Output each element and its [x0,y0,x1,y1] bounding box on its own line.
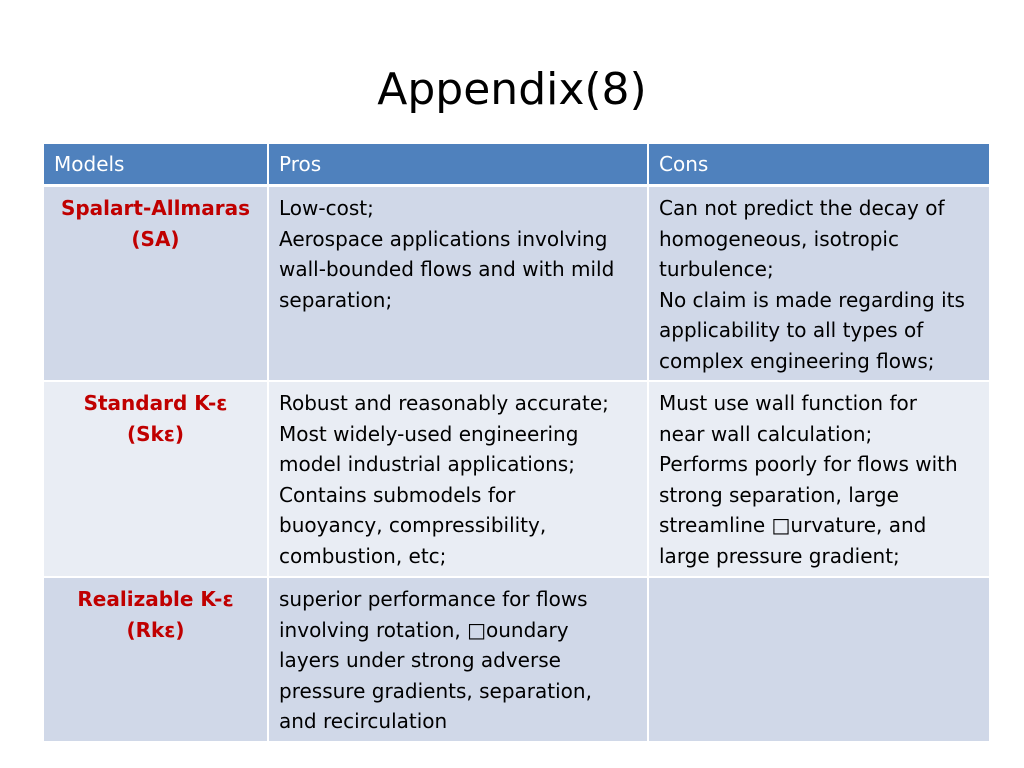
model-abbrev: (Skε) [126,421,185,446]
cons-line: near wall calculation; [659,421,873,446]
cons-line: No claim is made regarding its [659,287,965,312]
cons-cell [648,186,989,382]
pros-line: buoyancy, compressibility, [279,513,547,537]
pros-line: combustion, etc; [279,543,447,568]
cons-cell [648,381,989,577]
cons-line: complex engineering flows; [659,348,935,373]
pros-line: model industrial applications; [279,452,575,476]
model-cell [44,381,268,577]
table-header-row [44,144,989,186]
comparison-table-container [44,144,989,743]
pros-line: pressure gradients, separation, [279,678,592,703]
pros-line: layers under strong adverse [279,648,561,672]
cons-line: Can not predict the decay of [659,196,945,220]
header-models: Models [44,144,268,186]
pros-line: Contains submodels for [279,482,516,507]
pros-cell [268,186,648,382]
cons-line: homogeneous, isotropic [659,226,899,251]
pros-line: Most widely-used engineering [279,421,579,446]
pros-line: Aerospace applications involving [279,226,608,251]
model-abbrev: (Rkε) [126,617,185,642]
header-pros: Pros [268,144,648,186]
cons-line: strong separation, large [659,482,899,507]
table-row [44,577,989,742]
cons-cell-empty [648,577,989,742]
pros-line: superior performance for flows [279,587,588,611]
slide-title: Appendix(8) [377,64,647,115]
cons-line: streamline □urvature, and [659,513,927,537]
cons-line: Must use wall function for [659,391,917,415]
cons-line: large pressure gradient; [659,543,900,568]
pros-cell [268,577,648,742]
pros-line: involving rotation, □oundary [279,617,569,642]
cons-line: applicability to all types of [659,318,924,342]
cons-line: turbulence; [659,257,774,281]
model-abbrev: (SA) [131,226,180,251]
pros-line: and recirculation [279,709,448,733]
header-cons: Cons [648,144,989,186]
pros-line: separation; [279,287,393,312]
model-cell [44,577,268,742]
model-name: Spalart-Allmaras [60,196,251,220]
cons-line: Performs poorly for flows with [659,452,958,476]
table-row [44,186,989,382]
pros-line: Low-cost; [279,196,374,220]
pros-line: wall-bounded flows and with mild [279,257,615,281]
table-row [44,381,989,577]
pros-line: Robust and reasonably accurate; [279,391,609,415]
model-name: Standard K-ε [83,391,228,415]
model-name: Realizable K-ε [77,587,234,611]
turbulence-models-table [44,144,989,743]
model-cell [44,186,268,382]
pros-cell [268,381,648,577]
